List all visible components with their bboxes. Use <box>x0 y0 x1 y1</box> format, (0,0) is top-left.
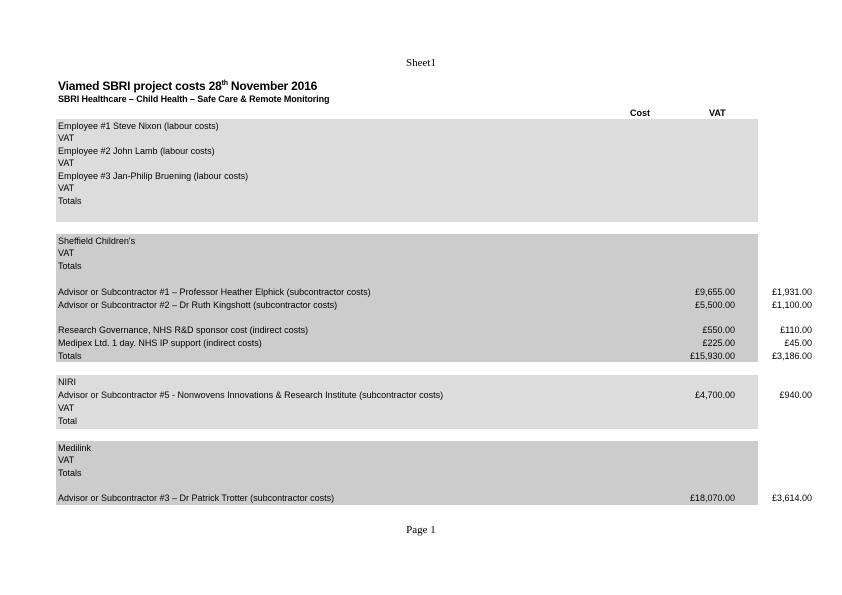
research-governance-label: Research Governance, NHS R&D sponsor cost (indirect costs) <box>58 325 309 335</box>
sheffield-grand-totals-vat: £3,186.00 <box>771 351 812 361</box>
subcontractor-3-cost: £18,070.00 <box>689 493 735 503</box>
sheffield-section <box>56 234 812 362</box>
niri-title: NIRI <box>58 377 76 387</box>
research-governance-cost: £550.00 <box>702 325 735 335</box>
subcontractor-1-label: Advisor or Subcontractor #1 – Professor Heather Elphick (subcontractor costs) <box>58 287 371 297</box>
sheffield-grand-totals-label: Totals <box>58 351 82 361</box>
column-header-vat: VAT <box>709 108 726 118</box>
employee-1-vat-row: VAT <box>58 133 75 143</box>
medilink-section <box>56 441 812 505</box>
subcontractor-1-vat: £1,931.00 <box>771 287 812 297</box>
sheffield-grand-totals-cost: £15,930.00 <box>689 351 735 361</box>
sheet-title: Sheet1 <box>406 57 436 69</box>
sheffield-totals-row: Totals <box>58 261 82 271</box>
document-subtitle: SBRI Healthcare – Child Health – Safe Care & Remote Monitoring <box>58 94 330 104</box>
title-end: November 2016 <box>227 79 318 93</box>
medilink-vat-row: VAT <box>58 455 75 465</box>
column-header-cost: Cost <box>630 108 650 118</box>
sheffield-vat-row: VAT <box>58 248 75 258</box>
sheffield-title: Sheffield Children's <box>58 236 136 246</box>
medipex-vat: £45.00 <box>784 338 812 348</box>
employee-2-vat-row: VAT <box>58 158 75 168</box>
medilink-title: Medilink <box>58 443 92 453</box>
subcontractor-5-label: Advisor or Subcontractor #5 - Nonwovens Innovations & Research Institute (subcontractor costs) <box>58 390 444 400</box>
employee-3-row: Employee #3 Jan-Philip Bruening (labour costs) <box>58 171 249 181</box>
employee-1-row: Employee #1 Steve Nixon (labour costs) <box>58 121 219 131</box>
employee-3-vat-row: VAT <box>58 183 75 193</box>
subcontractor-5-cost: £4,700.00 <box>694 390 735 400</box>
subcontractor-3-vat: £3,614.00 <box>771 493 812 503</box>
employees-totals-row: Totals <box>58 196 82 206</box>
employee-2-row: Employee #2 John Lamb (labour costs) <box>58 146 215 156</box>
subcontractor-5-vat: £940.00 <box>779 390 812 400</box>
niri-total-row: Total <box>58 416 78 426</box>
subcontractor-2-label: Advisor or Subcontractor #2 – Dr Ruth Kingshott (subcontractor costs) <box>58 300 338 310</box>
subcontractor-2-vat: £1,100.00 <box>771 300 812 310</box>
employees-section <box>56 119 758 222</box>
medilink-totals-row: Totals <box>58 468 82 478</box>
subcontractor-1-cost: £9,655.00 <box>694 287 735 297</box>
niri-vat-row: VAT <box>58 403 75 413</box>
title-main: Viamed SBRI project costs 28 <box>58 79 222 93</box>
niri-section <box>56 375 812 429</box>
document-title <box>58 79 317 93</box>
research-governance-vat: £110.00 <box>780 325 812 335</box>
medipex-label: Medipex Ltd. 1 day. NHS IP support (indirect costs) <box>58 338 262 348</box>
subcontractor-3-label: Advisor or Subcontractor #3 – Dr Patrick Trotter (subcontractor costs) <box>58 493 335 503</box>
medipex-cost: £225.00 <box>702 338 735 348</box>
subcontractor-2-cost: £5,500.00 <box>694 300 735 310</box>
title-superscript: th <box>221 80 228 87</box>
page-number: Page 1 <box>406 524 436 536</box>
